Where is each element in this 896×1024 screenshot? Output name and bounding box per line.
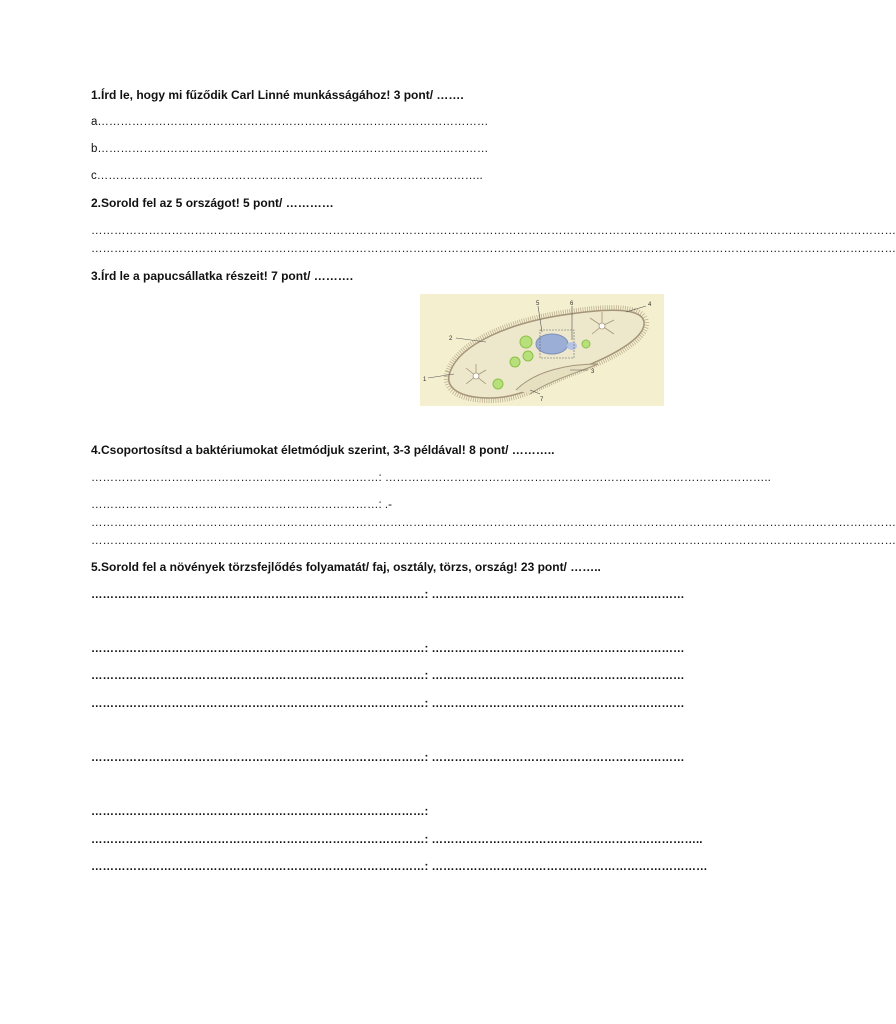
macronucleus <box>536 334 568 354</box>
question-5-answer-line: ……………………………………………………………………………: ………………………………………………………… <box>91 698 685 710</box>
question-5-answer-line: ……………………………………………………………………………: ………………………………………………………… <box>91 589 685 601</box>
food-vacuole <box>510 357 520 367</box>
food-vacuole <box>582 340 590 348</box>
question-5-answer-line: ……………………………………………………………………………: ………………………………………………………… <box>91 670 685 682</box>
diagram-label-5: 5 <box>536 301 540 307</box>
question-1-answer-a: a………………………………………………………………………………………… <box>91 116 489 128</box>
diagram-label-4: 4 <box>648 302 652 308</box>
diagram-label-3: 3 <box>591 369 595 375</box>
question-3-title: 3.Írd le a papucsállatka részeit! 7 pont/ ………. <box>91 269 354 283</box>
question-2-answer-line-2: ………………………………………………………………………………………………………………………………………………………………………………………… <box>91 243 896 255</box>
question-5-title: 5.Sorold fel a növények törzsfejlődés folyamatát/ faj, osztály, törzs, ország! 23 pont/ …….. <box>91 560 601 574</box>
question-5-answer-line: ……………………………………………………………………………: ………………………………………………………… <box>91 643 685 655</box>
question-4-answer-line-3: ………………………………………………………………………………………………………………………………………………………………………………………… <box>91 517 896 529</box>
food-vacuole <box>523 351 533 361</box>
question-5-answer-line: ……………………………………………………………………………: <box>91 806 429 818</box>
diagram-label-2: 2 <box>449 336 453 342</box>
question-1-title: 1.Írd le, hogy mi fűződik Carl Linné munkásságához! 3 pont/ ……. <box>91 88 464 102</box>
question-5-answer-line: ……………………………………………………………………………: ………………………………………………………… <box>91 752 685 764</box>
question-5-answer-line: ……………………………………………………………………………: …………………………………………………………….. <box>91 834 703 846</box>
paramecium-diagram <box>420 294 664 406</box>
question-4-title: 4.Csoportosítsd a baktériumokat életmódjuk szerint, 3-3 példával! 8 pont/ ……….. <box>91 443 555 457</box>
question-2-answer-line-1: ………………………………………………………………………………………………………………………………………………………………………………………… <box>91 225 896 237</box>
question-2-title: 2.Sorold fel az 5 országot! 5 pont/ ………… <box>91 196 334 210</box>
food-vacuole <box>493 379 503 389</box>
diagram-label-7: 7 <box>540 397 544 403</box>
question-1-answer-b: b………………………………………………………………………………………… <box>91 143 489 155</box>
question-5-answer-line: ……………………………………………………………………………: ……………………………………………………………… <box>91 861 708 873</box>
food-vacuole <box>520 336 532 348</box>
question-1-answer-c: c……………………………………………………………………………………….. <box>91 170 483 182</box>
diagram-label-6: 6 <box>570 301 574 307</box>
question-4-answer-line-4: ………………………………………………………………………………………………………………………………………………………………………………………… <box>91 535 896 547</box>
question-4-answer-line-1: …………………………………………………………………: ……………………………………………………………………………………….. <box>91 472 771 484</box>
question-4-answer-line-2: …………………………………………………………………: .- <box>91 499 392 511</box>
micronucleus <box>567 342 577 350</box>
diagram-label-1: 1 <box>423 377 427 383</box>
